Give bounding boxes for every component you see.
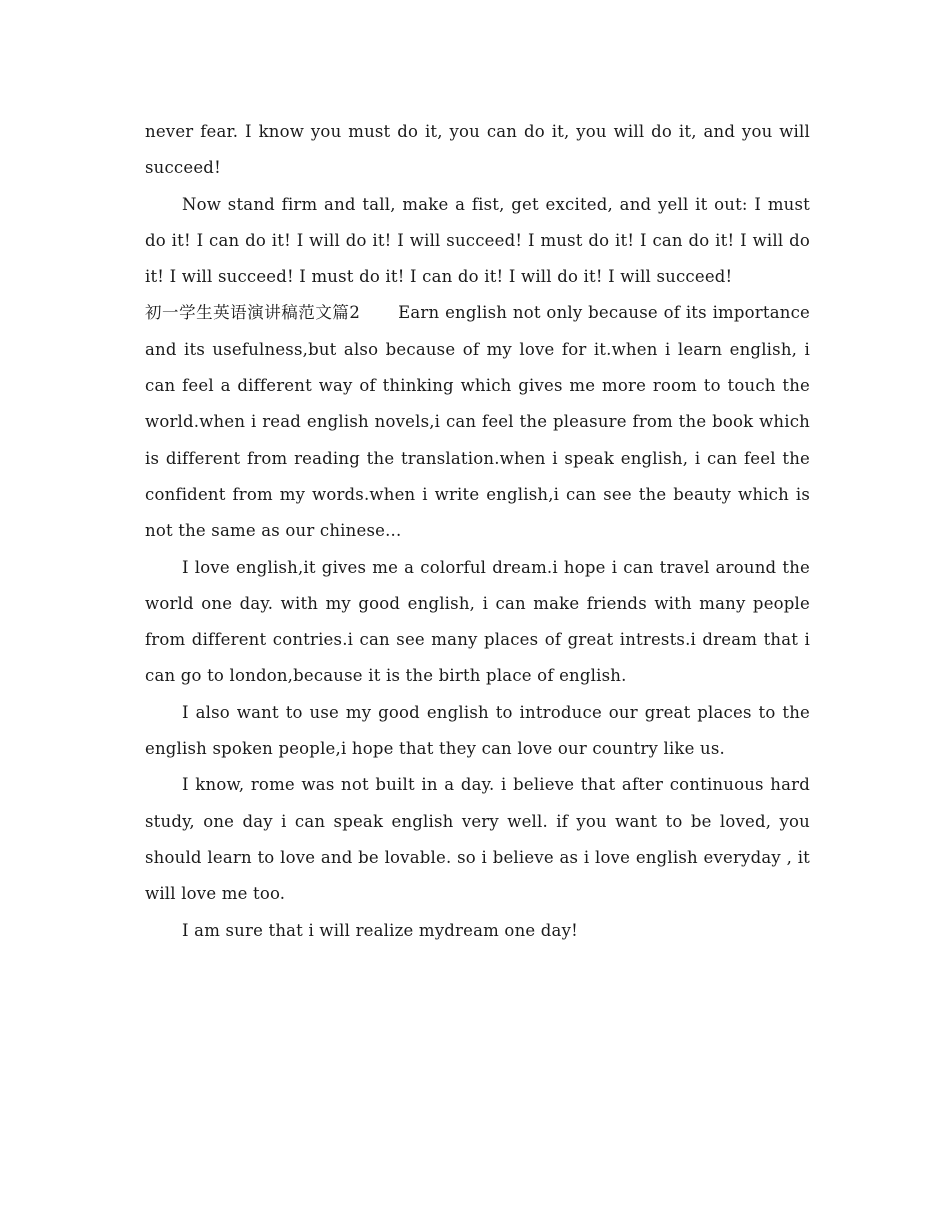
paragraph: never fear. I know you must do it, you can do it, you will do it, and you will succeed! (145, 122, 810, 178)
paragraph-with-heading (145, 295, 810, 549)
paragraph: I know, rome was not built in a day. i believe that after continuous hard study, one day i can speak english very well. if you want to be loved, you should learn to love and be lovable. so i believe as i love english everyday , it will love me too. (145, 775, 810, 904)
paragraph: I also want to use my good english to introduce our great places to the english spoken people,i hope that they can love our country like us. (145, 702, 810, 759)
section-heading: 初一学生英语演讲稿范文篇2 (145, 303, 361, 323)
paragraph: Now stand firm and tall, make a fist, get excited, and yell it out: I must do it! I can do it! I will do it! I will succeed! I must do it! I can do it! I will do it! I will succeed! I must do it! I can do it! I will do it! I will succeed! (145, 194, 810, 287)
paragraph: I love english,it gives me a colorful dream.i hope i can travel around the world one day. with my good english, i can make friends with many people from different contries.i can see many places of great intrests.i dream that i can go to london,because it is the birth place of english. (145, 557, 810, 686)
paragraph: I am sure that i will realize mydream one day! (182, 920, 578, 940)
paragraph-text: Earn english not only because of its importance and its usefulness,but also because of my love for it.when i learn english, i can feel a different way of thinking which gives me more room to touch the world.when i read english novels,i can feel the pleasure from the book which is different from reading the translation.when i speak english, i can feel the confident from my words.when i write english,i can see the beauty which is not the same as our chinese... (145, 303, 810, 541)
document-body (145, 114, 810, 949)
